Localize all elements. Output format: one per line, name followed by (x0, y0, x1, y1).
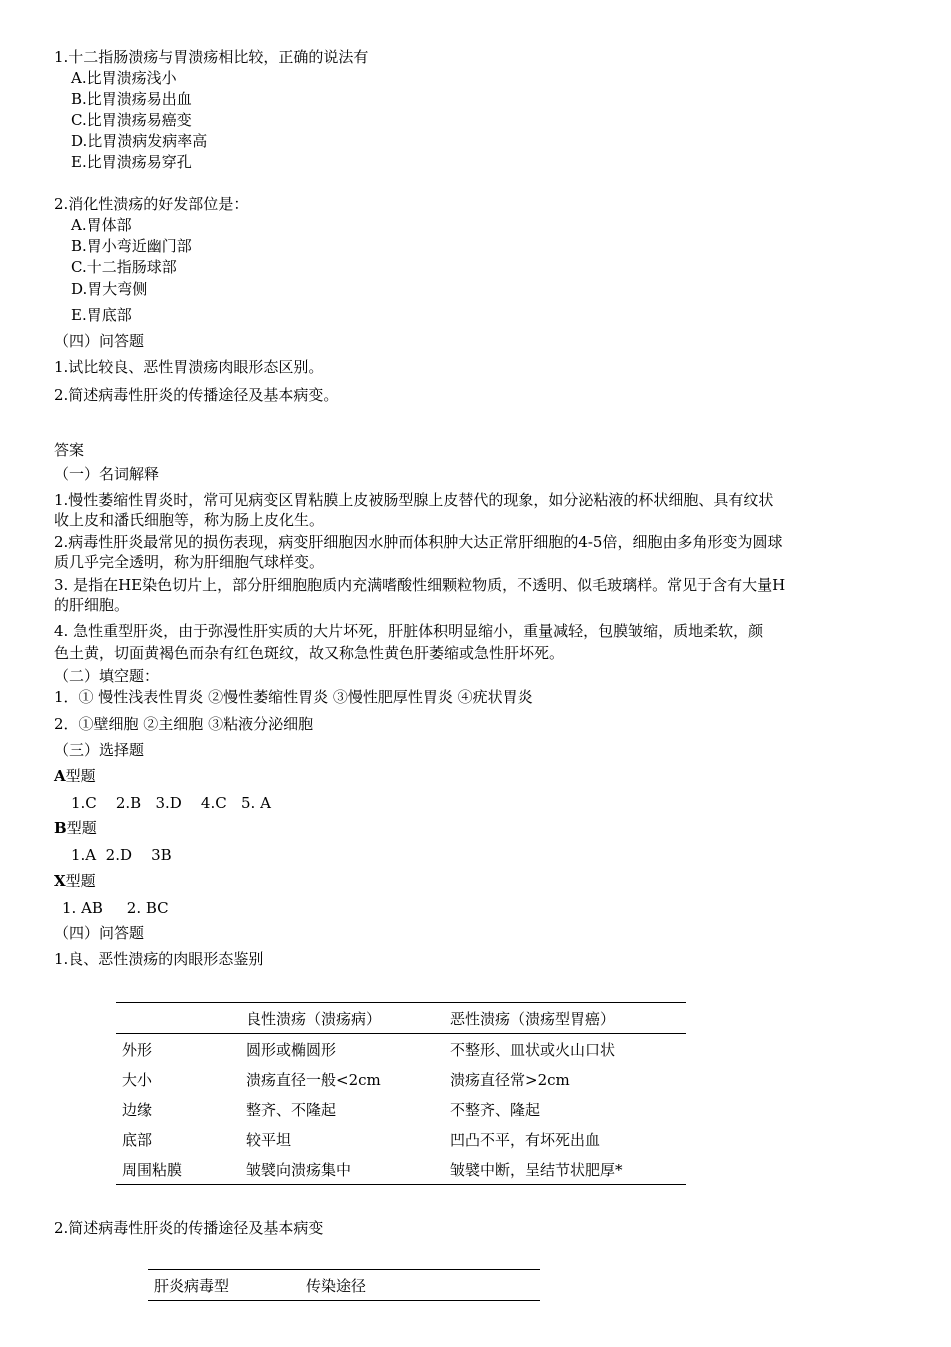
type-x-label: 型题 (65, 872, 96, 890)
type-b-answers: 1.A 2.D 3B (71, 846, 172, 864)
table-cell: 圆形或椭圆形 (246, 1040, 337, 1059)
essay-answer-2-title: 2.简述病毒性肝炎的传播途径及基本病变 (54, 1219, 324, 1237)
essay-answer-1-title: 1.良、恶性溃疡的肉眼形态鉴别 (54, 950, 264, 968)
hepatitis-transmission-table (148, 1269, 540, 1301)
table-row (116, 1124, 686, 1154)
type-a-heading (54, 766, 96, 786)
table-header-cell (116, 1003, 240, 1034)
type-a-answers: 1.C 2.B 3.D 4.C 5. A (71, 794, 271, 812)
question-1-option-b: B.比胃溃疡易出血 (71, 90, 192, 108)
table-header-cell: 传染途径 (300, 1270, 540, 1301)
table-header-row (148, 1270, 540, 1301)
question-2-stem: 2.消化性溃疡的好发部位是： (54, 195, 249, 213)
type-x-heading (54, 871, 96, 891)
definition-1-cont: 收上皮和潘氏细胞等，称为肠上皮化生。 (54, 511, 325, 529)
answers-section-1-heading: （一）名词解释 (54, 465, 160, 483)
table-header-row (116, 1003, 686, 1034)
question-2-option-a: A.胃体部 (71, 216, 132, 234)
type-x-answers: 1. AB 2. BC (62, 899, 169, 917)
question-1-option-d: D.比胃溃病发病率高 (71, 132, 208, 150)
section-4-heading: （四）问答题 (54, 332, 145, 350)
definition-1: 1.慢性萎缩性胃炎时，常可见病变区胃粘膜上皮被肠型腺上皮替代的现象，如分泌粘液的杯状细胞、具有纹状 (54, 491, 774, 509)
table-header-cell: 肝炎病毒型 (148, 1270, 300, 1301)
type-a-letter: A (54, 767, 66, 785)
question-1-option-a: A.比胃溃疡浅小 (71, 69, 177, 87)
answers-section-4-heading: （四）问答题 (54, 924, 145, 942)
fill-answer-1: 1．① 慢性浅表性胃炎 ②慢性萎缩性胃炎 ③慢性肥厚性胃炎 ④疣状胃炎 (54, 688, 533, 706)
table-cell: 整齐、不隆起 (246, 1100, 337, 1119)
question-2-option-b: B.胃小弯近幽门部 (71, 237, 192, 255)
question-2-option-d: D.胃大弯侧 (71, 280, 148, 298)
table-cell: 不整形、皿状或火山口状 (450, 1040, 616, 1059)
type-b-letter: B (54, 819, 67, 837)
table-cell: 外形 (122, 1040, 153, 1059)
question-1-stem: 1.十二指肠溃疡与胃溃疡相比较，正确的说法有 (54, 48, 369, 66)
essay-question-1: 1.试比较良、恶性胃溃疡肉眼形态区别。 (54, 358, 324, 376)
table-cell: 边缘 (122, 1100, 153, 1119)
type-b-heading (54, 818, 97, 838)
definition-2-cont: 质几乎完全透明，称为肝细胞气球样变。 (54, 553, 325, 571)
table-cell: 底部 (122, 1130, 153, 1149)
answers-section-3-heading: （三）选择题 (54, 741, 145, 759)
ulcer-comparison-table (116, 1002, 686, 1185)
type-b-label: 型题 (66, 819, 97, 837)
answers-section-2-heading: （二）填空题： (54, 667, 160, 685)
table-cell: 周围粘膜 (116, 1154, 240, 1185)
table-cell: 皱襞中断，呈结节状肥厚* (444, 1154, 686, 1185)
fill-answer-2: 2．①壁细胞 ②主细胞 ③粘液分泌细胞 (54, 715, 314, 733)
table-cell: 大小 (122, 1070, 153, 1089)
definition-2: 2.病毒性肝炎最常见的损伤表现，病变肝细胞因水肿而体积肿大达正常肝细胞的4-5倍，细胞由多角形变为圆球 (54, 533, 783, 551)
question-1-option-e: E.比胃溃疡易穿孔 (71, 153, 192, 171)
table-cell: 凹凸不平，有坏死出血 (450, 1130, 601, 1149)
definition-3-cont: 的肝细胞。 (54, 596, 130, 614)
table-row (116, 1064, 686, 1094)
table-header-cell: 恶性溃疡（溃疡型胃癌） (444, 1003, 686, 1034)
type-x-letter: X (54, 872, 66, 890)
table-cell: 溃疡直径一般<2cm (246, 1070, 381, 1089)
table-cell: 不整齐、隆起 (450, 1100, 541, 1119)
definition-4: 4. 急性重型肝炎，由于弥漫性肝实质的大片坏死，肝脏体积明显缩小，重量减轻，包膜皱缩，质地柔软，颜 (54, 622, 764, 640)
question-2-option-e: E.胃底部 (71, 306, 132, 324)
type-a-label: 型题 (65, 767, 96, 785)
question-2-option-c: C.十二指肠球部 (71, 258, 177, 276)
table-row (116, 1154, 686, 1185)
definition-3: 3. 是指在HE染色切片上，部分肝细胞胞质内充满嗜酸性细颗粒物质，不透明、似毛玻璃样。常见于含有大量H (54, 576, 786, 594)
question-1-option-c: C.比胃溃疡易癌变 (71, 111, 192, 129)
definition-4-cont: 色土黄，切面黄褐色而杂有红色斑纹，故又称急性黄色肝萎缩或急性肝坏死。 (54, 644, 565, 662)
table-row (116, 1094, 686, 1124)
table-row (116, 1034, 686, 1065)
table-header-cell: 良性溃疡（溃疡病） (240, 1003, 444, 1034)
answers-title: 答案 (54, 441, 85, 459)
essay-question-2: 2.简述病毒性肝炎的传播途径及基本病变。 (54, 386, 339, 404)
table-cell: 溃疡直径常>2cm (450, 1070, 570, 1089)
table-cell: 皱襞向溃疡集中 (240, 1154, 444, 1185)
table-cell: 较平坦 (246, 1130, 292, 1149)
